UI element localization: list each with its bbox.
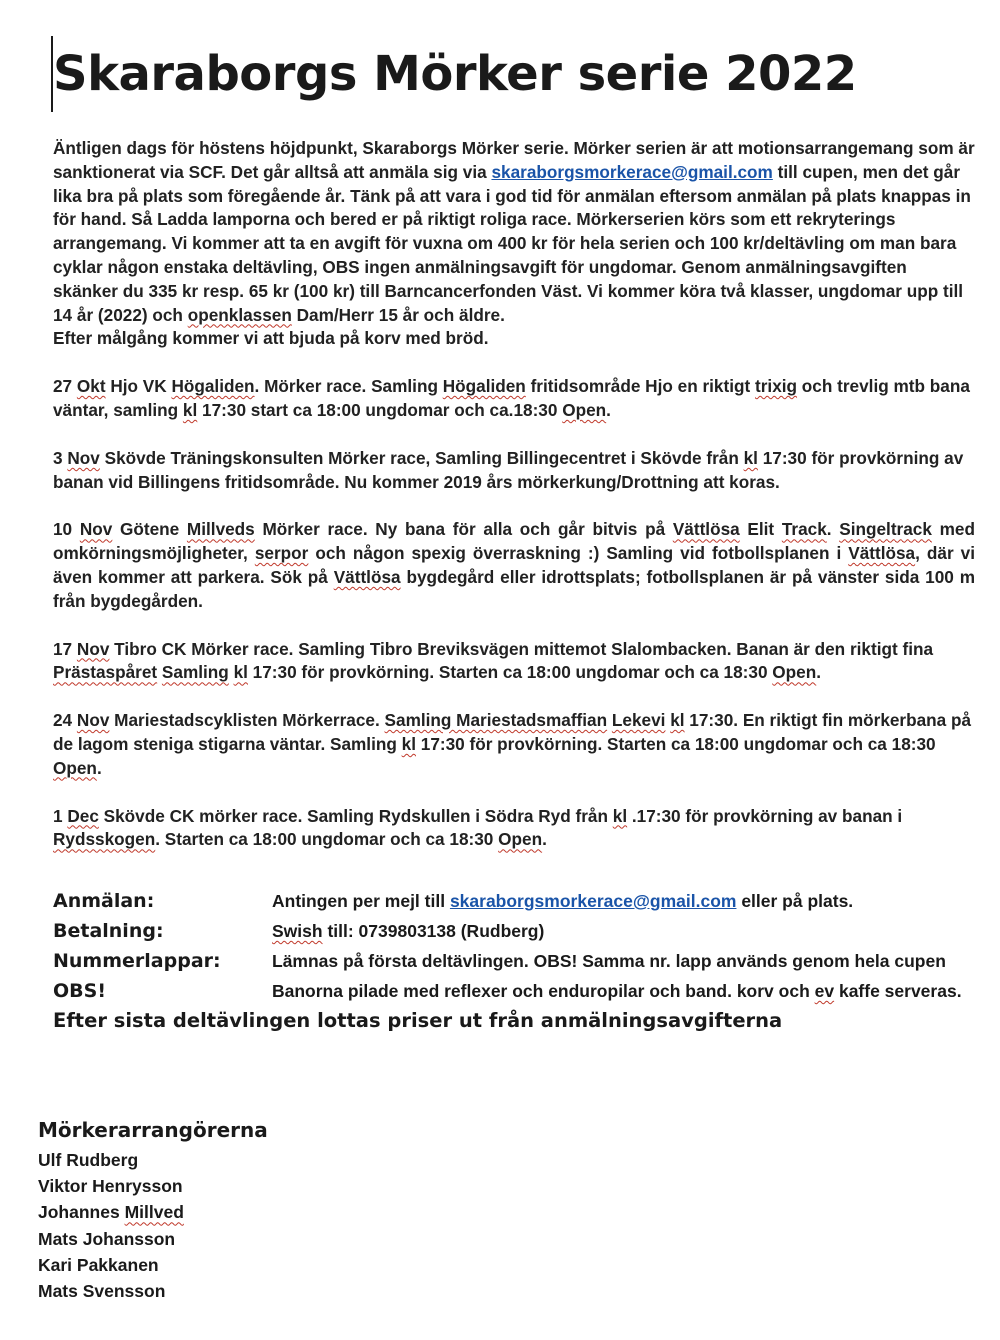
info-value (272, 976, 975, 1006)
text-run: . Starten ca 18:00 ungdomar och ca 18:30 (155, 829, 499, 850)
spellcheck-word: Lekevi (611, 710, 666, 731)
text-run: Tibro CK Mörker race. Samling Tibro Breviksvägen mittemot Slalombacken. Banan är den riktigt fina (109, 638, 934, 659)
intro-text: Äntligen dags för höstens höjdpunkt, Skaraborgs Mörker serie. Mörker serien är att motionsarrangemang som är sanktionerat via SCF. Det går alltså att anmäla sig via (53, 138, 975, 182)
document-title: Skaraborgs Mörker serie 2022 (53, 46, 857, 102)
document-body (53, 137, 975, 876)
info-text: till: 0739803138 (Rudberg) (322, 921, 545, 941)
text-run: 17:30. En riktigt fin mörkerbana på de lagom steniga stigarna väntar. Samling (53, 710, 972, 754)
text-run: Hjo VK (105, 376, 172, 397)
organizer-name (38, 1173, 268, 1199)
info-label: Betalning: (53, 920, 164, 942)
info-row-obs (53, 976, 975, 1006)
intro-last-line: Efter målgång kommer vi att bjuda på korv med bröd. (53, 328, 489, 349)
organizers-section (38, 1114, 268, 1304)
spellcheck-word: kl (612, 805, 628, 826)
text-run: 17:30 för provkörning. Starten ca 18:00 ungdomar och ca 18:30 (247, 662, 773, 683)
spellcheck-word: Track (781, 519, 827, 540)
organizers-list (38, 1147, 268, 1304)
spellcheck-word: Millved (124, 1202, 184, 1223)
spellcheck-word: kl (401, 733, 416, 754)
text-run: Kari Pakkanen (38, 1254, 159, 1275)
text-run: med omkörningsmöjligheter, (53, 519, 975, 564)
text-run: 10 (53, 519, 80, 540)
text-run: Skövde Träningskonsulten Mörker race, Samling Billingecentret i Skövde från (99, 447, 744, 468)
organizer-name (38, 1278, 268, 1304)
spellcheck-word: Prästaspåret (53, 662, 158, 683)
text-run: 17:30 för provkörning av banan vid Billingens fritidsområde. Nu kommer 2019 års mörkerkung/Drottning att koras. (53, 447, 964, 492)
spellcheck-word: Vättlösa (333, 566, 401, 587)
spellcheck-word: trixig (755, 376, 798, 397)
info-text: eller på plats. (736, 891, 854, 911)
race-entry (53, 805, 975, 853)
spellcheck-word: Nov (76, 638, 110, 659)
text-run: Ulf Rudberg (38, 1150, 139, 1170)
text-run: 1 (53, 805, 68, 826)
info-label: OBS! (53, 980, 106, 1002)
organizer-name (38, 1252, 268, 1278)
spellcheck-word: Swish (272, 921, 323, 941)
text-run: Götene (112, 519, 187, 540)
spellcheck-word: Open (53, 757, 97, 778)
intro-text-end: Dam/Herr 15 år och äldre. (291, 304, 505, 325)
spellcheck-word: openklassen (187, 304, 292, 325)
spellcheck-word: Open (562, 399, 607, 420)
spellcheck-word: kl (233, 662, 248, 683)
spellcheck-word: serpor (254, 543, 309, 564)
text-run: Mariestadscyklisten Mörkerrace. (109, 710, 385, 731)
text-run: och någon spexig överraskning :) Samling vid fotbollsplanen i (308, 543, 849, 564)
text-run: 17 (53, 638, 77, 659)
info-row-anmalan (53, 886, 975, 916)
text-run: . (542, 829, 547, 850)
spellcheck-word: Singeltrack (839, 519, 932, 540)
spellcheck-word: Dec (67, 805, 99, 826)
organizer-name (38, 1199, 268, 1225)
text-run: bygdegård eller idrottsplats; fotbollsplanen är på vänster sida 100 m från bygdegården. (53, 566, 975, 611)
text-run: . (816, 662, 822, 683)
info-section (53, 886, 975, 1036)
text-run: . (826, 519, 840, 540)
text-run: Mörker race. Ny bana för alla och går bitvis på (254, 519, 673, 540)
text-run: 17:30 för provkörning. Starten ca 18:00 ungdomar och ca 18:30 (415, 733, 936, 754)
spellcheck-word: Open (772, 662, 817, 683)
info-value (272, 916, 975, 946)
text-run: . (96, 757, 102, 778)
spellcheck-word: Millveds (186, 519, 255, 540)
intro-paragraph (53, 137, 975, 351)
spellcheck-word: Nov (79, 519, 113, 540)
spellcheck-word: ev (814, 981, 835, 1001)
info-value (272, 886, 975, 916)
text-run: Viktor Henrysson (38, 1176, 183, 1197)
text-run: Elit (739, 519, 782, 540)
race-entry (53, 638, 975, 686)
spellcheck-word: Nov (67, 447, 100, 468)
intro-text-continued: till cupen, men det går lika bra på plats som föregående år. Tänk på att vara i god tid för anmälan eftersom anmälan på plats knappas in för hand. Så Ladda lamporna och bered er på riktigt roliga race. Mörkerserien körs som ett rekryterings arrangemang. Vi kommer att ta en avgift för vuxna om 400 kr för hela serien och 100 kr/deltävling om man bara cyklar någon enstaka deltävling, OBS ingen anmälningsavgift för ungdomar. Genom anmälningsavgiften skänker du 335 kr resp. 65 kr (100 kr) till Barncancerfonden Väst. Vi kommer köra två klasser, ungdomar upp till 14 år (2022) och (53, 161, 971, 325)
spellcheck-word: kl (182, 399, 198, 420)
info-text: Antingen per mejl till (272, 891, 450, 911)
race-list (53, 375, 975, 852)
prize-note: Efter sista deltävlingen lottas priser ut från anmälningsavgifterna (53, 1009, 783, 1032)
text-run: och trevlig mtb bana väntar, samling (53, 376, 970, 420)
text-run: Skövde CK mörker race. Samling Rydskullen i Södra Ryd från (98, 805, 613, 826)
info-label: Anmälan: (53, 890, 155, 912)
spellcheck-word: Open (498, 829, 543, 850)
text-run: 27 (53, 376, 77, 397)
text-run: Mats Johansson (38, 1228, 176, 1249)
spellcheck-word: kl (670, 710, 685, 731)
info-text: Banorna pilade med reflexer och enduropilar och band. korv och (272, 981, 815, 1001)
organizers-heading: Mörkerarrangörerna (38, 1118, 268, 1142)
race-entry (53, 375, 975, 423)
text-run: . Mörker race. Samling (254, 376, 443, 397)
text-run: Mats Svensson (38, 1281, 166, 1302)
spellcheck-word: Samling Mariestadsmaffian (384, 710, 608, 731)
email-link[interactable]: skaraborgsmorkerace@gmail.com (449, 891, 737, 911)
email-link[interactable]: skaraborgsmorkerace@gmail.com (491, 161, 773, 182)
text-run: , där vi även kommer att parkera. Sök på (53, 543, 975, 587)
info-label: Nummerlappar: (53, 950, 221, 972)
text-run: . (606, 399, 611, 420)
spellcheck-word: Högaliden (171, 376, 255, 397)
text-run: fritidsområde Hjo en riktigt (525, 376, 755, 397)
organizer-name (38, 1226, 268, 1252)
spellcheck-word: Nov (76, 710, 110, 731)
text-run: 24 (53, 710, 77, 731)
spellcheck-word: kl (743, 447, 758, 468)
text-run: Johannes (38, 1202, 125, 1223)
info-row-betalning (53, 916, 975, 946)
spellcheck-word: Okt (76, 376, 106, 397)
spellcheck-word: Vättlösa (672, 519, 740, 540)
spellcheck-word: Högaliden (442, 376, 526, 397)
info-value: Lämnas på första deltävlingen. OBS! Samma nr. lapp används genom hela cupen (272, 951, 946, 971)
race-entry (53, 447, 975, 495)
text-run: .17:30 för provkörning av banan i (627, 805, 903, 826)
spellcheck-word: Samling (161, 662, 229, 683)
spellcheck-word: Rydsskogen (53, 829, 156, 850)
text-run: 3 (53, 447, 68, 468)
race-entry (53, 709, 975, 780)
organizer-name (38, 1147, 268, 1173)
race-entry (53, 518, 975, 613)
text-run: 17:30 start ca 18:00 ungdomar och ca.18:30 (197, 399, 563, 420)
info-row-nummerlappar (53, 946, 975, 976)
spellcheck-word: Vättlösa (848, 543, 916, 564)
info-text: kaffe serveras. (834, 981, 962, 1001)
